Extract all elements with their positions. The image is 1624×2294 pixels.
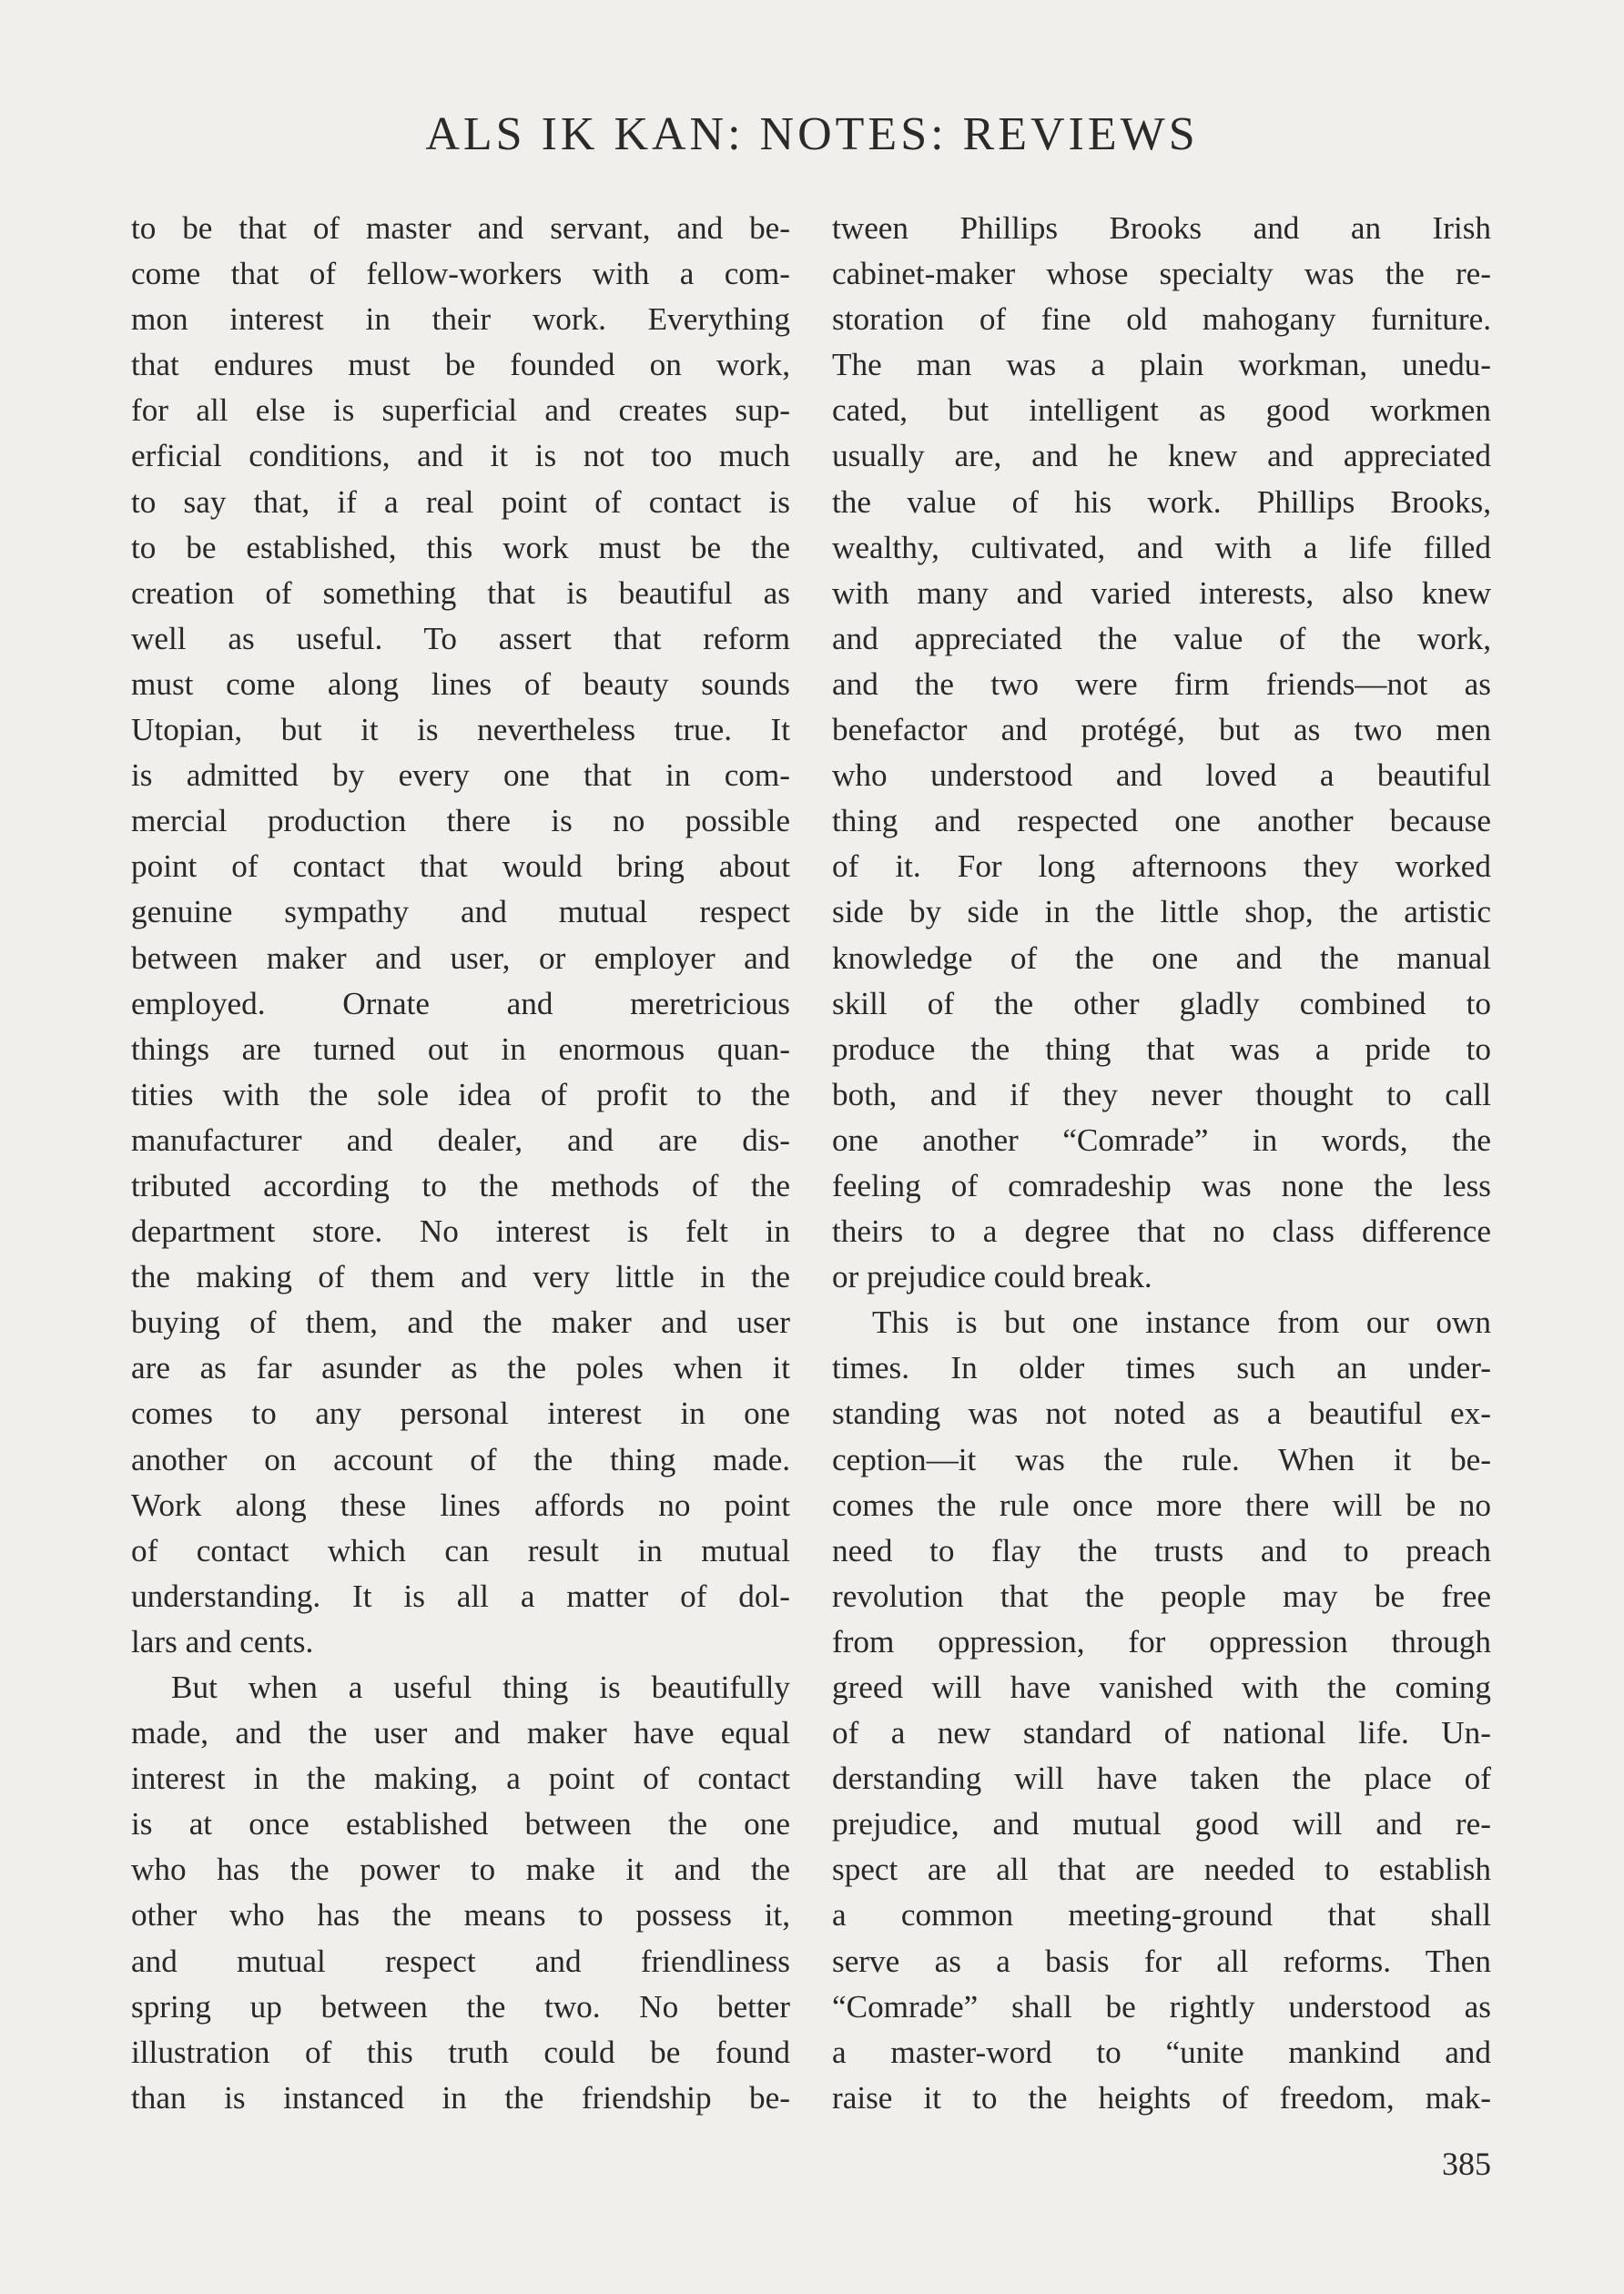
text-line: erficial conditions, and it is not too much bbox=[131, 438, 790, 474]
text-line: buying of them, and the maker and user bbox=[131, 1304, 790, 1341]
text-line: for all else is superficial and creates sup- bbox=[131, 392, 790, 429]
text-line: mercial production there is no possible bbox=[131, 803, 790, 839]
text-line: to be that of master and servant, and be- bbox=[131, 210, 790, 246]
text-line: creation of something that is beautiful as bbox=[131, 574, 790, 611]
text-line: serve as a basis for all reforms. Then bbox=[832, 1943, 1491, 1979]
text-line: from oppression, for oppression through bbox=[832, 1623, 1491, 1660]
text-line: raise it to the heights of freedom, mak- bbox=[832, 2079, 1491, 2116]
text-line: But when a useful thing is beautifully bbox=[171, 1670, 790, 1705]
text-line: point of contact that would bring about bbox=[131, 848, 790, 885]
text-line: “Comrade” shall be rightly understood as bbox=[832, 1988, 1491, 2025]
text-line: department store. No interest is felt in bbox=[131, 1213, 790, 1250]
text-line: made, and the user and maker have equal bbox=[131, 1715, 790, 1751]
text-line: tween Phillips Brooks and an Irish bbox=[832, 210, 1491, 246]
text-line: spect are all that are needed to establish bbox=[832, 1852, 1491, 1888]
text-line: who has the power to make it and the bbox=[131, 1852, 790, 1888]
text-line: This is but one instance from our own bbox=[872, 1304, 1491, 1341]
text-line: other who has the means to possess it, bbox=[131, 1897, 790, 1934]
text-line: a master-word to “unite mankind and bbox=[832, 2034, 1491, 2070]
text-line: the value of his work. Phillips Brooks, bbox=[832, 483, 1491, 520]
text-line: between maker and user, or employer and bbox=[131, 939, 790, 976]
text-line: the making of them and very little in the bbox=[131, 1259, 790, 1295]
text-line: comes the rule once more there will be no bbox=[832, 1487, 1491, 1523]
text-line: and appreciated the value of the work, bbox=[832, 620, 1491, 656]
text-line: usually are, and he knew and appreciated bbox=[832, 438, 1491, 474]
text-line: ception—it was the rule. When it be- bbox=[832, 1441, 1491, 1477]
text-line: to be established, this work must be the bbox=[131, 529, 790, 565]
text-line: understanding. It is all a matter of dol- bbox=[131, 1578, 790, 1614]
text-line: benefactor and protégé, but as two men bbox=[832, 712, 1491, 748]
text-line: and the two were firm friends—not as bbox=[832, 665, 1491, 702]
text-line: or prejudice could break. bbox=[832, 1259, 1152, 1295]
text-line: knowledge of the one and the manual bbox=[832, 939, 1491, 976]
text-line: greed will have vanished with the coming bbox=[832, 1670, 1491, 1705]
text-line: both, and if they never thought to call bbox=[832, 1076, 1491, 1112]
text-line: a common meeting-ground that shall bbox=[832, 1897, 1491, 1934]
text-line: come that of fellow-workers with a com- bbox=[131, 256, 790, 292]
text-line: cated, but intelligent as good workmen bbox=[832, 392, 1491, 429]
text-line: spring up between the two. No better bbox=[131, 1988, 790, 2025]
text-line: of it. For long afternoons they worked bbox=[832, 848, 1491, 885]
text-line: produce the thing that was a pride to bbox=[832, 1030, 1491, 1067]
text-line: is admitted by every one that in com- bbox=[131, 757, 790, 794]
text-line: tributed according to the methods of the bbox=[131, 1167, 790, 1203]
text-line: employed. Ornate and meretricious bbox=[131, 985, 790, 1021]
text-line: manufacturer and dealer, and are dis- bbox=[131, 1122, 790, 1158]
text-line: mon interest in their work. Everything bbox=[131, 301, 790, 338]
text-line: and mutual respect and friendliness bbox=[131, 1943, 790, 1979]
text-line: with many and varied interests, also knew bbox=[832, 574, 1491, 611]
text-line: wealthy, cultivated, and with a life filled bbox=[832, 529, 1491, 565]
text-line: The man was a plain workman, unedu- bbox=[832, 347, 1491, 383]
text-line: Work along these lines affords no point bbox=[131, 1487, 790, 1523]
text-line: comes to any personal interest in one bbox=[131, 1396, 790, 1432]
text-line: side by side in the little shop, the artistic bbox=[832, 894, 1491, 930]
text-line: thing and respected one another because bbox=[832, 803, 1491, 839]
text-line: standing was not noted as a beautiful ex- bbox=[832, 1396, 1491, 1432]
text-line: revolution that the people may be free bbox=[832, 1578, 1491, 1614]
text-line: cabinet-maker whose specialty was the re- bbox=[832, 256, 1491, 292]
text-line: is at once established between the one bbox=[131, 1806, 790, 1842]
text-line: times. In older times such an under- bbox=[832, 1350, 1491, 1386]
text-line: of contact which can result in mutual bbox=[131, 1532, 790, 1568]
text-line: theirs to a degree that no class difference bbox=[832, 1213, 1491, 1250]
text-line: Utopian, but it is nevertheless true. It bbox=[131, 712, 790, 748]
text-line: interest in the making, a point of contact bbox=[131, 1761, 790, 1797]
text-line: one another “Comrade” in words, the bbox=[832, 1122, 1491, 1158]
text-line: tities with the sole idea of profit to the bbox=[131, 1076, 790, 1112]
text-line: need to flay the trusts and to preach bbox=[832, 1532, 1491, 1568]
text-line: another on account of the thing made. bbox=[131, 1441, 790, 1477]
text-line: well as useful. To assert that reform bbox=[131, 620, 790, 656]
text-line: feeling of comradeship was none the less bbox=[832, 1167, 1491, 1203]
text-line: of a new standard of national life. Un- bbox=[832, 1715, 1491, 1751]
text-line: illustration of this truth could be found bbox=[131, 2034, 790, 2070]
text-line: lars and cents. bbox=[131, 1623, 314, 1660]
text-line: that endures must be founded on work, bbox=[131, 347, 790, 383]
page-number: 385 bbox=[1442, 2146, 1491, 2182]
text-line: storation of fine old mahogany furniture. bbox=[832, 301, 1491, 338]
text-line: genuine sympathy and mutual respect bbox=[131, 894, 790, 930]
text-line: derstanding will have taken the place of bbox=[832, 1761, 1491, 1797]
text-line: things are turned out in enormous quan- bbox=[131, 1030, 790, 1067]
running-header: ALS IK KAN: NOTES: REVIEWS bbox=[425, 108, 1199, 160]
left-column bbox=[131, 206, 790, 2121]
text-line: than is instanced in the friendship be- bbox=[131, 2079, 790, 2116]
text-line: prejudice, and mutual good will and re- bbox=[832, 1806, 1491, 1842]
right-column bbox=[832, 206, 1491, 2121]
text-line: who understood and loved a beautiful bbox=[832, 757, 1491, 794]
text-line: skill of the other gladly combined to bbox=[832, 985, 1491, 1021]
text-line: to say that, if a real point of contact is bbox=[131, 483, 790, 520]
text-line: must come along lines of beauty sounds bbox=[131, 665, 790, 702]
text-line: are as far asunder as the poles when it bbox=[131, 1350, 790, 1386]
